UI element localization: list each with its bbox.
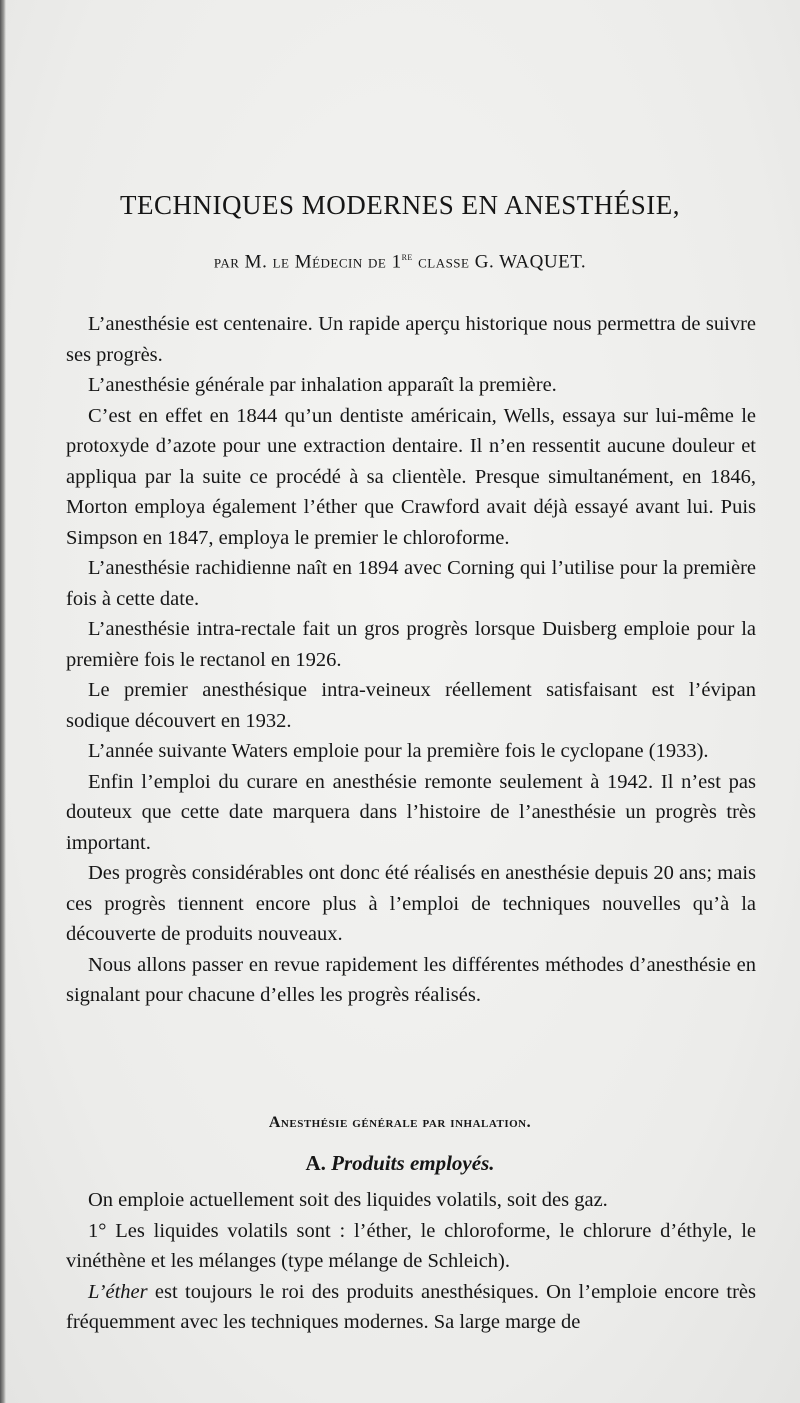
- paragraph: Des progrès considérables ont donc été réalisés en anesthésie depuis 20 ans; mais ces progrès tiennent encore plus à l’emploi de techniques nouvelles qu’à la découverte de produits nouveaux.: [66, 862, 756, 945]
- paragraph: L’anesthésie intra-rectale fait un gros progrès lorsque Duisberg emploie pour la première fois le rectanol en 1926.: [66, 618, 756, 671]
- section-heading: Anesthésie générale par inhalation.: [268, 1114, 532, 1131]
- subsection-heading: [0, 1149, 800, 1177]
- byline-suffix: classe G. WAQUET.: [412, 251, 587, 273]
- paragraph: On emploie actuellement soit des liquides volatils, soit des gaz.: [88, 1189, 608, 1211]
- paragraph-text: est toujours le roi des produits anesthésiques. On l’emploie encore très fréquemment avec les techniques modernes. Sa large marge de: [66, 1280, 756, 1333]
- italic-term: L’éther: [88, 1280, 148, 1303]
- paragraph: [66, 1277, 756, 1338]
- paragraph: L’année suivante Waters emploie pour la première fois le cyclopane (1933).: [88, 740, 709, 762]
- paragraph: C’est en effet en 1844 qu’un dentiste américain, Wells, essaya sur lui-même le protoxyde d’azote pour une extraction dentaire. Il n’en ressentit aucune douleur et appliqua par la suite ce procédé à sa clientèle. Presque simultanément, en 1846, Morton employa également l’éther que Crawford avait déjà essayé avant lui. Puis Simpson en 1847, employa le premier le chloroforme.: [66, 404, 756, 549]
- subsection-title: Produits employés.: [331, 1151, 495, 1175]
- paragraph: L’anesthésie rachidienne naît en 1894 avec Corning qui l’utilise pour la première fois à cette date.: [66, 557, 756, 610]
- article-byline: [0, 244, 800, 275]
- article-title: TECHNIQUES MODERNES EN ANESTHÉSIE,: [120, 190, 680, 220]
- paragraph: 1° Les liquides volatils sont : l’éther, le chloroforme, le chlorure d’éthyle, le vinéthène et les mélanges (type mélange de Schleich).: [66, 1219, 756, 1272]
- byline-superscript: re: [401, 251, 413, 263]
- subsection-letter: A.: [305, 1151, 332, 1175]
- paragraph: Enfin l’emploi du curare en anesthésie remonte seulement à 1942. Il n’est pas douteux que cette date marquera dans l’histoire de l’anesthésie un progrès très important.: [66, 770, 756, 854]
- paragraph: L’anesthésie est centenaire. Un rapide aperçu historique nous permettra de suivre ses progrès.: [66, 313, 756, 366]
- byline-prefix: par M. le Médecin de 1: [213, 251, 402, 273]
- section-text: [66, 1185, 756, 1338]
- intro-text: [66, 309, 756, 1011]
- paragraph: Nous allons passer en revue rapidement les différentes méthodes d’anesthésie en signalant pour chacune d’elles les progrès réalisés.: [66, 953, 756, 1006]
- paragraph: Le premier anesthésique intra-veineux réellement satisfaisant est l’évipan sodique découvert en 1932.: [66, 679, 756, 732]
- paragraph: L’anesthésie générale par inhalation apparaît la première.: [88, 374, 557, 396]
